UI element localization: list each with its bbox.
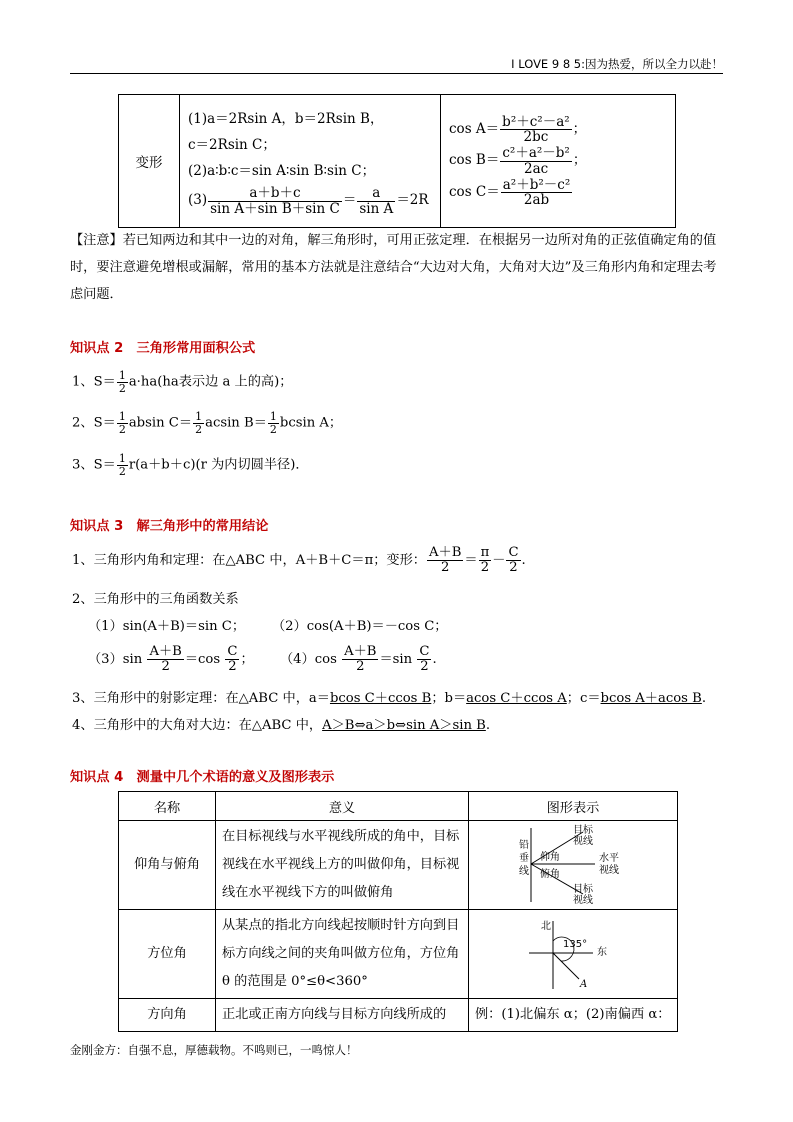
table-header-row <box>119 792 678 821</box>
table-row <box>119 999 678 1032</box>
sine-variant-4: (3) $\frac{a+b+c}{\text{sin A＋sin B＋sin C}}$ ＝ $\frac{a}{\text{sin A}}$ ＝2R <box>188 185 429 217</box>
area-formula-1: 1、S＝ $\frac{1}{2}$ a·ha(ha表示边 a 上的高)； <box>72 369 293 395</box>
table-row <box>119 821 678 910</box>
fig2-angle: 135° <box>563 939 588 950</box>
cos-a-formula: cos A＝ $\frac{\text{b²＋c²－a²}}{2bc}$ ； <box>449 113 587 146</box>
fig1-h1: 水平 <box>599 853 619 864</box>
big-angle-big-side: 4、三角形中的大角对大边：在△ABC 中，A＞B⇔a＞b⇔sin A＞sin B. <box>72 718 491 733</box>
section-title-k2: 知识点 2 三角形常用面积公式 <box>70 341 256 356</box>
azimuth-diagram <box>469 910 678 999</box>
sine-variant-2: c＝2Rsin C； <box>188 137 276 154</box>
header-rule <box>70 73 723 74</box>
header-name: 名称 <box>119 792 216 821</box>
fig1-up: 仰角 <box>540 852 560 863</box>
elevation-diagram <box>469 821 678 910</box>
fig2-east: 东 <box>597 947 607 958</box>
page-header: I LOVE 9 8 5:因为热爱，所以全力以赴！ <box>511 57 723 71</box>
sine-variant-3: (2)a∶b∶c＝sin A∶sin B∶sin C； <box>188 163 376 180</box>
fig1-v1: 铅 <box>519 840 529 851</box>
trig-relation-3: （3）sin $\frac{A+B}{2}$ ＝cos $\frac{C}{2}$ ； <box>88 644 254 674</box>
section-title-k4: 知识点 4 测量中几个术语的意义及图形表示 <box>70 770 335 785</box>
fig1-b1: 目标 <box>573 884 593 895</box>
area-formula-3: 3、S＝ $\frac{1}{2}$ r(a＋b＋c)(r 为内切圆半径)． <box>72 452 309 478</box>
fig1-t1: 目标 <box>573 825 593 836</box>
fig1-v3: 线 <box>519 866 529 877</box>
header-figure: 图形表示 <box>469 792 678 821</box>
trig-relations-title: 2、三角形中的三角函数关系 <box>72 592 239 607</box>
fig1-h2: 视线 <box>599 865 619 876</box>
term-elevation: 仰角与俯角 <box>119 821 216 910</box>
azimuth-figure <box>523 917 623 991</box>
term-azimuth: 方位角 <box>119 910 216 999</box>
variant-table <box>118 94 676 228</box>
projection-theorem: 3、三角形中的射影定理：在△ABC 中，a＝bcos C＋ccos B；b＝acos C＋ccos A；c＝bcos A＋acos B. <box>72 691 707 706</box>
elevation-figure <box>513 824 633 906</box>
fig1-down: 俯角 <box>540 869 560 880</box>
section-title-k3: 知识点 3 解三角形中的常用结论 <box>70 519 269 534</box>
fig1-b2: 视线 <box>573 895 593 906</box>
trig-relation-4: （4）cos $\frac{A+B}{2}$ ＝sin $\frac{C}{2}$ . <box>280 644 437 674</box>
terms-table <box>118 791 678 1032</box>
cos-c-formula: cos C＝ $\frac{\text{a²＋b²－c²}}{2ab}$ <box>449 176 571 208</box>
page-footer: 金刚金方：自强不息，厚德载物。不鸣则已，一鸣惊人！ <box>70 1043 358 1057</box>
fig2-point: A <box>580 979 588 990</box>
note-paragraph: 【注意】若已知两边和其中一边的对角，解三角形时，可用正弦定理．在根据另一边所对角的正弦值确定角的值时，要注意避免增根或漏解，常用的基本方法就是注意结合“大边对大角，大角对大边”及三角形内角和定理去考虑问题． <box>70 233 717 302</box>
trig-relation-1: （1）sin(A＋B)＝sin C； <box>88 619 246 634</box>
meaning-elevation: 在目标视线与水平视线所成的角中，目标视线在水平视线上方的叫做仰角，目标视线在水平视线下方的叫做俯角 <box>216 821 469 910</box>
area-formula-2: 2、S＝ $\frac{1}{2}$ absin C＝ $\frac{1}{2}$ acsin B＝ $\frac{1}{2}$ bcsin A； <box>72 410 343 436</box>
fig2-north: 北 <box>541 921 551 932</box>
cosine-variants <box>441 95 676 228</box>
fig1-t2: 视线 <box>573 836 593 847</box>
cos-b-formula: cos B＝ $\frac{\text{c²＋a²－b²}}{2ac}$ ； <box>449 145 587 177</box>
sine-variant-1: (1)a＝2Rsin A，b＝2Rsin B， <box>188 111 384 128</box>
fig1-v2: 垂 <box>519 853 529 864</box>
variant-label: 变形 <box>119 95 180 228</box>
sine-variants <box>180 95 441 228</box>
header-meaning: 意义 <box>216 792 469 821</box>
meaning-direction: 正北或正南方向线与目标方向线所成的 <box>216 999 469 1032</box>
table-row <box>119 910 678 999</box>
trig-relation-2: （2）cos(A＋B)＝－cos C； <box>272 619 448 634</box>
angle-sum-theorem: 1、三角形内角和定理：在△ABC 中，A＋B＋C＝π；变形： $\frac{A+B}{2}$ ＝ $\frac{\pi}{2}$ － $\frac{C}{2}$ . <box>72 545 526 575</box>
figure-direction: 例：(1)北偏东 α；(2)南偏西 α： <box>469 999 678 1032</box>
term-direction: 方向角 <box>119 999 216 1032</box>
meaning-azimuth: 从某点的指北方向线起按顺时针方向到目标方向线之间的夹角叫做方位角，方位角 θ 的范围是 0°≤θ<360° <box>216 910 469 999</box>
